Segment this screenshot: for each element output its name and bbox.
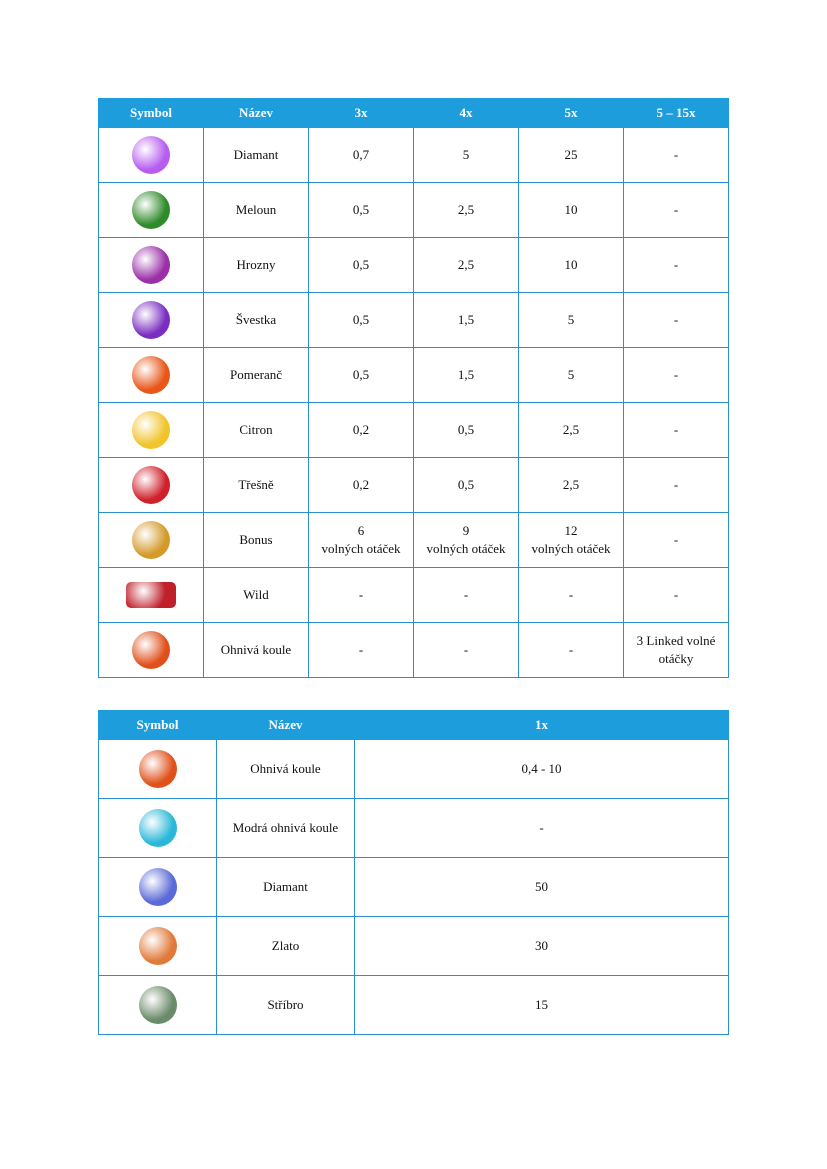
table-row: [99, 458, 729, 513]
symbol-cell: [99, 238, 204, 293]
column-header: 3x: [309, 99, 414, 128]
symbol-cell: [99, 858, 217, 917]
symbol-cell: [99, 348, 204, 403]
symbol-name: Wild: [204, 568, 309, 623]
payout-value: 25: [519, 128, 624, 183]
symbol-cell: [99, 183, 204, 238]
payout-value: -: [624, 183, 729, 238]
table-row: [99, 128, 729, 183]
payout-value: 50: [355, 858, 729, 917]
table-row: [99, 568, 729, 623]
payout-value: 0,4 - 10: [355, 740, 729, 799]
table-row: [99, 740, 729, 799]
payout-value: 15: [355, 976, 729, 1035]
payout-value: 5: [519, 293, 624, 348]
bonus-icon: [132, 521, 170, 559]
table-row: [99, 799, 729, 858]
silver-jackpot-icon: [139, 986, 177, 1024]
symbol-cell: [99, 917, 217, 976]
symbol-name: Ohnivá koule: [217, 740, 355, 799]
symbol-cell: [99, 976, 217, 1035]
payout-value: 2,5: [519, 458, 624, 513]
payout-value: -: [309, 568, 414, 623]
fireball-icon: [139, 750, 177, 788]
symbol-name: Hrozny: [204, 238, 309, 293]
payout-value: 5: [414, 128, 519, 183]
payout-value: 2,5: [414, 238, 519, 293]
symbol-name: Meloun: [204, 183, 309, 238]
jackpot-table: [98, 710, 729, 1035]
table-row: [99, 403, 729, 458]
gold-jackpot-icon: [139, 927, 177, 965]
column-header: 4x: [414, 99, 519, 128]
payout-value: 0,5: [414, 403, 519, 458]
column-header: Symbol: [99, 711, 217, 740]
payout-value: -: [624, 513, 729, 568]
payout-value: -: [624, 458, 729, 513]
payout-value: 0,5: [309, 238, 414, 293]
payout-value: 5: [519, 348, 624, 403]
payout-value: -: [624, 568, 729, 623]
payout-value: 0,7: [309, 128, 414, 183]
table-row: [99, 858, 729, 917]
payout-value: 0,5: [309, 348, 414, 403]
column-header: Název: [204, 99, 309, 128]
symbol-cell: [99, 403, 204, 458]
payout-value: 1,5: [414, 348, 519, 403]
payout-value: -: [624, 293, 729, 348]
payout-value: 0,5: [309, 293, 414, 348]
payout-value: 0,5: [309, 183, 414, 238]
symbol-name: Modrá ohnivá koule: [217, 799, 355, 858]
fireball-icon: [132, 631, 170, 669]
symbol-name: Diamant: [204, 128, 309, 183]
payout-value: 10: [519, 238, 624, 293]
payout-value: 2,5: [414, 183, 519, 238]
symbol-name: Třešně: [204, 458, 309, 513]
symbol-name: Zlato: [217, 917, 355, 976]
diamond-icon: [132, 136, 170, 174]
symbol-name: Švestka: [204, 293, 309, 348]
symbol-cell: [99, 293, 204, 348]
table-row: [99, 976, 729, 1035]
blue-fireball-icon: [139, 809, 177, 847]
symbol-name: Stříbro: [217, 976, 355, 1035]
payout-value: -: [519, 568, 624, 623]
payout-value: 9 volných otáček: [414, 513, 519, 568]
payout-value: 30: [355, 917, 729, 976]
payout-value: -: [624, 403, 729, 458]
melon-icon: [132, 191, 170, 229]
payout-value: -: [309, 623, 414, 678]
table-row: [99, 348, 729, 403]
symbol-cell: [99, 799, 217, 858]
column-header: 5x: [519, 99, 624, 128]
column-header: 5 – 15x: [624, 99, 729, 128]
symbol-name: Bonus: [204, 513, 309, 568]
symbol-cell: [99, 513, 204, 568]
table-row: [99, 917, 729, 976]
table-row: [99, 623, 729, 678]
payout-value: 10: [519, 183, 624, 238]
payout-value: 0,2: [309, 458, 414, 513]
table-row: [99, 238, 729, 293]
symbol-cell: [99, 458, 204, 513]
column-header: 1x: [355, 711, 729, 740]
payout-value: -: [355, 799, 729, 858]
symbol-name: Pomeranč: [204, 348, 309, 403]
symbol-cell: [99, 740, 217, 799]
payout-value: 6 volných otáček: [309, 513, 414, 568]
symbol-name: Diamant: [217, 858, 355, 917]
symbol-cell: [99, 128, 204, 183]
column-header: Název: [217, 711, 355, 740]
payout-value: 3 Linked volné otáčky: [624, 623, 729, 678]
payout-value: 1,5: [414, 293, 519, 348]
diamond-jackpot-icon: [139, 868, 177, 906]
plum-icon: [132, 301, 170, 339]
payout-value: -: [624, 128, 729, 183]
symbol-name: Ohnivá koule: [204, 623, 309, 678]
symbol-name: Citron: [204, 403, 309, 458]
orange-icon: [132, 356, 170, 394]
symbol-cell: [99, 623, 204, 678]
payout-value: -: [414, 623, 519, 678]
column-header: Symbol: [99, 99, 204, 128]
symbol-cell: [99, 568, 204, 623]
wild-icon: [126, 582, 176, 608]
lemon-icon: [132, 411, 170, 449]
table-row: [99, 183, 729, 238]
grapes-icon: [132, 246, 170, 284]
payout-value: -: [624, 348, 729, 403]
payout-value: 0,2: [309, 403, 414, 458]
payout-value: 12 volných otáček: [519, 513, 624, 568]
payout-value: -: [624, 238, 729, 293]
cherry-icon: [132, 466, 170, 504]
payout-value: 0,5: [414, 458, 519, 513]
payout-value: -: [414, 568, 519, 623]
paytable: [98, 98, 729, 678]
payout-value: -: [519, 623, 624, 678]
table-row: [99, 293, 729, 348]
table-row: [99, 513, 729, 568]
payout-value: 2,5: [519, 403, 624, 458]
